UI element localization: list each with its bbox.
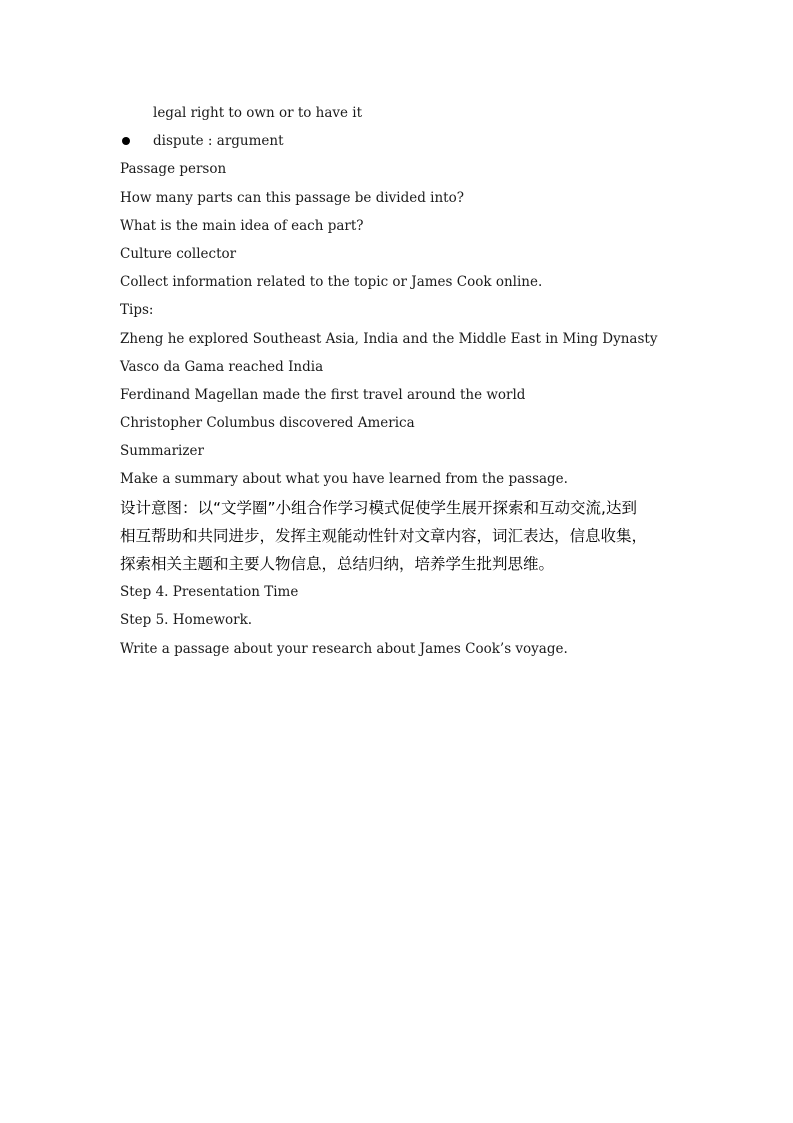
bullet-dot-icon <box>122 137 130 145</box>
step-5-heading: Step 5. Homework. <box>120 612 253 629</box>
tip-vasco-da-gama: Vasco da Gama reached India <box>120 358 324 375</box>
tip-columbus: Christopher Columbus discovered America <box>120 415 415 432</box>
role-heading-culture-collector: Culture collector <box>120 245 237 262</box>
design-intent-line-2: 相互帮助和共同进步，发挥主观能动性针对文章内容，词汇表达，信息收集， <box>120 526 648 545</box>
homework-task: Write a passage about your research about James Cook’s voyage. <box>120 640 568 657</box>
role-heading-passage-person: Passage person <box>120 161 227 178</box>
definition-continuation: legal right to own or to have it <box>153 105 363 121</box>
summarizer-task: Make a summary about what you have learned from the passage. <box>120 471 568 488</box>
bullet-item-dispute <box>120 127 680 155</box>
tip-zheng-he: Zheng he explored Southeast Asia, India and the Middle East in Ming Dynasty <box>120 330 658 347</box>
role-heading-summarizer: Summarizer <box>120 443 204 460</box>
step-4-heading: Step 4. Presentation Time <box>120 584 299 601</box>
collector-task: Collect information related to the topic or James Cook online. <box>120 274 543 291</box>
bullet-item-text: dispute : argument <box>153 133 284 150</box>
question-parts: How many parts can this passage be divided into? <box>120 189 464 206</box>
question-main-idea: What is the main idea of each part? <box>120 217 364 234</box>
tips-label: Tips: <box>120 302 154 319</box>
document-body <box>120 99 680 663</box>
tip-magellan: Ferdinand Magellan made the first travel around the world <box>120 386 526 403</box>
design-intent-line-3: 探索相关主题和主要人物信息，总结归纳，培养学生批判思维。 <box>120 555 555 573</box>
design-intent-line-1: 设计意图：以“文学圈”小组合作学习模式促使学生展开探索和互动交流,达到 <box>120 498 637 517</box>
